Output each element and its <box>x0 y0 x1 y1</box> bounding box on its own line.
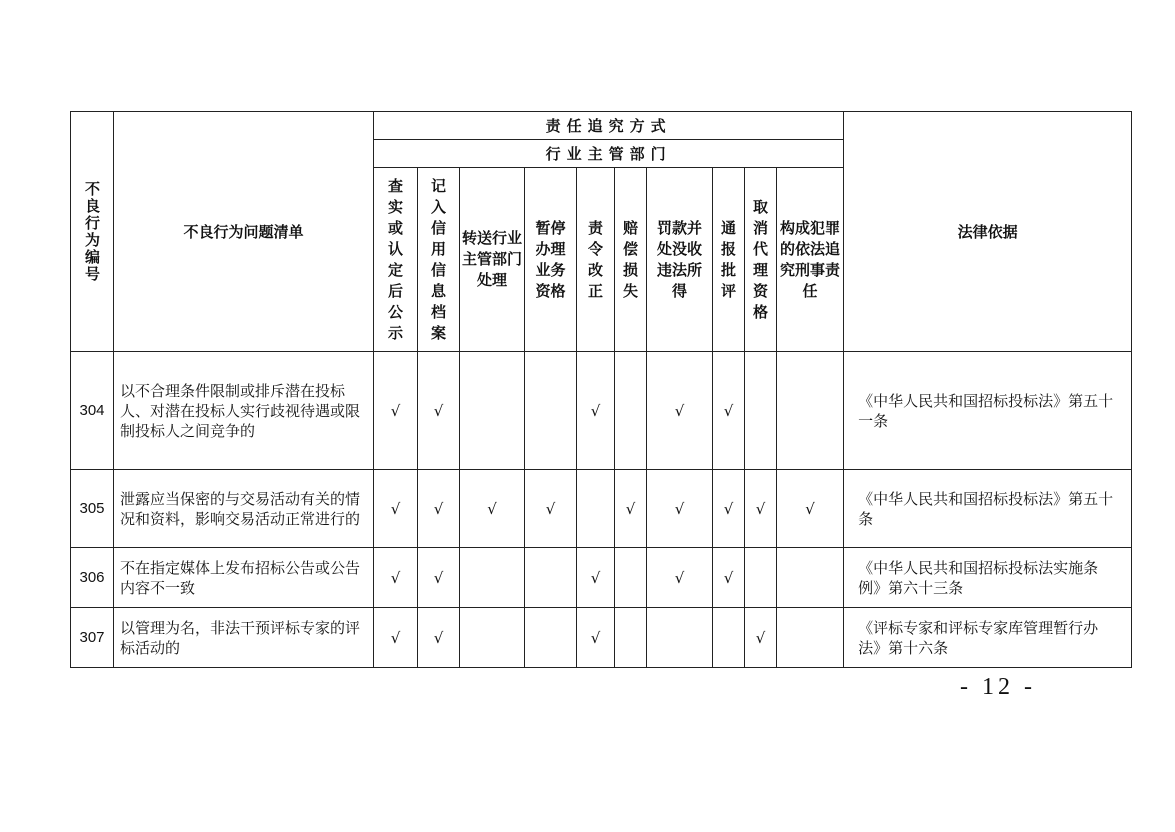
measure-cell <box>745 352 777 470</box>
measure-cell <box>615 470 647 548</box>
header-issue-cell <box>114 112 374 352</box>
measure-cell <box>577 608 615 668</box>
check-mark-icon: √ <box>755 628 766 647</box>
header-number: 不良行为编号 <box>83 180 101 283</box>
check-mark-icon: √ <box>390 628 401 647</box>
measure-cell <box>374 470 418 548</box>
measure-cell <box>525 548 577 608</box>
measure-cell <box>374 608 418 668</box>
table-row <box>71 470 1132 548</box>
measure-cell <box>525 470 577 548</box>
table-row <box>71 608 1132 668</box>
page-number: - 12 - <box>960 674 1036 700</box>
check-mark-icon: √ <box>723 568 734 587</box>
header-measure-2 <box>418 168 460 352</box>
header-measure-label: 转送行业主管部门处理 <box>461 229 522 289</box>
table-row <box>71 548 1132 608</box>
measure-cell <box>525 352 577 470</box>
header-measure-label: 查实或认定后公示 <box>387 176 403 342</box>
check-mark-icon: √ <box>590 401 601 420</box>
measure-cell <box>577 352 615 470</box>
measure-cell <box>777 608 844 668</box>
measure-cell <box>713 470 745 548</box>
check-mark-icon: √ <box>723 401 734 420</box>
check-mark-icon: √ <box>390 499 401 518</box>
header-subgroup: 行业主管部门 <box>374 140 844 168</box>
header-measure-7 <box>647 168 713 352</box>
measure-cell <box>647 548 713 608</box>
row-legal-basis: 《中华人民共和国招标投标法实施条例》第六十三条 <box>844 548 1132 608</box>
header-measure-3 <box>460 168 525 352</box>
header-legal-cell <box>844 112 1132 352</box>
check-mark-icon: √ <box>625 499 636 518</box>
check-mark-icon: √ <box>805 499 815 518</box>
header-row-1 <box>71 112 1132 140</box>
measure-cell <box>713 608 745 668</box>
row-issue: 泄露应当保密的与交易活动有关的情况和资料，影响交易活动正常进行的 <box>114 470 374 548</box>
header-measure-4 <box>525 168 577 352</box>
measure-cell <box>745 548 777 608</box>
header-measure-label: 记入信用信息档案 <box>430 176 446 342</box>
measure-cell <box>374 352 418 470</box>
check-mark-icon: √ <box>674 499 685 518</box>
row-issue: 以管理为名，非法干预评标专家的评标活动的 <box>114 608 374 668</box>
measure-cell <box>713 352 745 470</box>
measure-cell <box>418 352 460 470</box>
row-number: 305 <box>71 470 114 548</box>
header-measure-label: 责令改正 <box>587 218 603 300</box>
check-mark-icon: √ <box>674 568 685 587</box>
header-measure-6 <box>615 168 647 352</box>
header-measure-label: 罚款并处没收违法所得 <box>656 218 702 300</box>
header-issue: 不良行为问题清单 <box>183 222 304 241</box>
header-measure-1 <box>374 168 418 352</box>
table-row <box>71 352 1132 470</box>
row-number: 306 <box>71 548 114 608</box>
measure-cell <box>647 470 713 548</box>
check-mark-icon: √ <box>674 401 685 420</box>
measure-cell <box>374 548 418 608</box>
measure-cell <box>460 608 525 668</box>
check-mark-icon: √ <box>590 568 601 587</box>
header-measure-label: 暂停办理业务资格 <box>535 218 566 300</box>
measure-cell <box>615 608 647 668</box>
header-measure-10 <box>777 168 844 352</box>
measure-cell <box>745 608 777 668</box>
measure-cell <box>615 352 647 470</box>
row-legal-basis: 《中华人民共和国招标投标法》第五十一条 <box>844 352 1132 470</box>
check-mark-icon: √ <box>723 499 734 518</box>
row-number: 304 <box>71 352 114 470</box>
measure-cell <box>777 470 844 548</box>
measure-cell <box>418 548 460 608</box>
check-mark-icon: √ <box>390 401 401 420</box>
check-mark-icon: √ <box>433 499 444 518</box>
check-mark-icon: √ <box>590 628 601 647</box>
header-measure-label: 通报批评 <box>720 218 736 300</box>
check-mark-icon: √ <box>545 499 556 518</box>
measure-cell <box>615 548 647 608</box>
measure-cell <box>777 548 844 608</box>
header-legal: 法律依据 <box>957 222 1018 241</box>
header-group: 责任追究方式 <box>374 112 844 140</box>
header-measure-8 <box>713 168 745 352</box>
check-mark-icon: √ <box>487 499 497 518</box>
row-issue: 以不合理条件限制或排斥潜在投标人、对潜在投标人实行歧视待遇或限制投标人之间竞争的 <box>114 352 374 470</box>
check-mark-icon: √ <box>433 401 444 420</box>
measure-cell <box>460 470 525 548</box>
header-number-cell <box>71 112 114 352</box>
measure-cell <box>745 470 777 548</box>
measure-cell <box>525 608 577 668</box>
header-measure-label: 赔偿损失 <box>622 218 638 300</box>
measure-cell <box>713 548 745 608</box>
header-measure-label: 取消代理资格 <box>752 197 768 321</box>
row-legal-basis: 《中华人民共和国招标投标法》第五十条 <box>844 470 1132 548</box>
measure-cell <box>460 548 525 608</box>
measure-cell <box>647 608 713 668</box>
row-number: 307 <box>71 608 114 668</box>
measure-cell <box>418 608 460 668</box>
header-measure-5 <box>577 168 615 352</box>
measure-cell <box>577 470 615 548</box>
measure-cell <box>418 470 460 548</box>
measure-cell <box>460 352 525 470</box>
row-legal-basis: 《评标专家和评标专家库管理暂行办法》第十六条 <box>844 608 1132 668</box>
check-mark-icon: √ <box>755 499 766 518</box>
row-issue: 不在指定媒体上发布招标公告或公告内容不一致 <box>114 548 374 608</box>
check-mark-icon: √ <box>433 628 444 647</box>
check-mark-icon: √ <box>433 568 444 587</box>
check-mark-icon: √ <box>390 568 401 587</box>
header-measure-9 <box>745 168 777 352</box>
header-measure-label: 构成犯罪的依法追究刑事责任 <box>780 218 841 300</box>
measure-cell <box>577 548 615 608</box>
responsibility-table <box>70 111 1132 668</box>
measure-cell <box>777 352 844 470</box>
measure-cell <box>647 352 713 470</box>
